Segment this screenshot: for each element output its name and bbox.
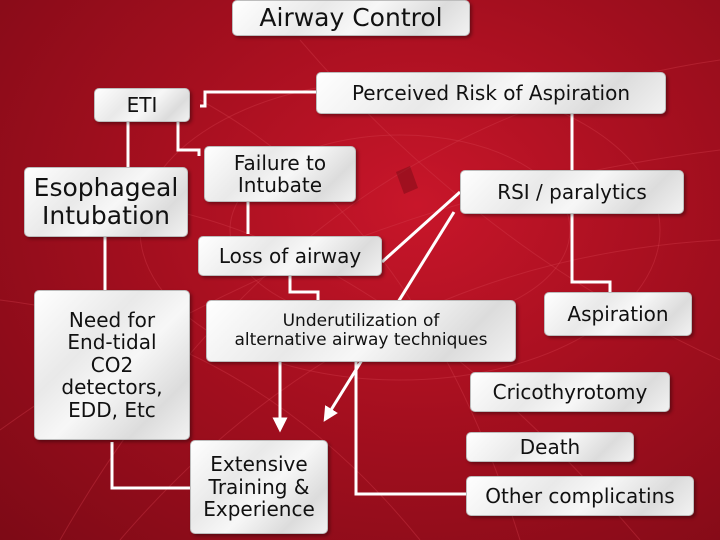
cricothyrotomy-box (470, 372, 670, 412)
death-box (466, 432, 634, 462)
underutilization-label: Underutilization of alternative airway techniques (234, 310, 488, 350)
esophageal-intubation-label: Esophageal Intubation (33, 173, 179, 230)
failure-to-intubate-label: Failure to Intubate (233, 150, 327, 197)
eti-box (94, 88, 190, 122)
perceived-risk-label: Perceived Risk of Aspiration (351, 80, 631, 105)
connector-loss-rsi (382, 192, 460, 262)
rsi-paralytics-box (460, 170, 684, 214)
underutilization-box (206, 300, 516, 362)
esophageal-intubation-box (24, 167, 188, 237)
title-box (232, 0, 470, 36)
perceived-risk-box (316, 72, 666, 114)
eti-label: ETI (126, 92, 158, 117)
other-complications-label: Other complicatins (485, 483, 675, 508)
aspiration-box (544, 292, 692, 336)
connector-loss-underutil (290, 276, 318, 300)
aspiration-label: Aspiration (567, 301, 669, 326)
connector-rsi-aspiration (572, 214, 610, 292)
loss-of-airway-label: Loss of airway (218, 243, 362, 268)
connector-eti-risk (200, 92, 316, 106)
need-for-detectors-box (34, 290, 190, 440)
failure-to-intubate-box (204, 146, 356, 202)
other-complications-box (466, 476, 694, 516)
extensive-training-label: Extensive Training & Experience (203, 452, 315, 522)
rsi-paralytics-label: RSI / paralytics (497, 179, 647, 204)
title-label: Airway Control (259, 3, 443, 32)
connector-bottom-branch (356, 344, 466, 494)
cricothyrotomy-label: Cricothyrotomy (492, 379, 648, 404)
connector-need-bottom (112, 442, 198, 488)
need-for-detectors-label: Need for End-tidal CO2 detectors, EDD, Etc (61, 308, 163, 422)
death-label: Death (519, 434, 581, 459)
loss-of-airway-box (198, 236, 382, 276)
extensive-training-box (190, 440, 328, 534)
